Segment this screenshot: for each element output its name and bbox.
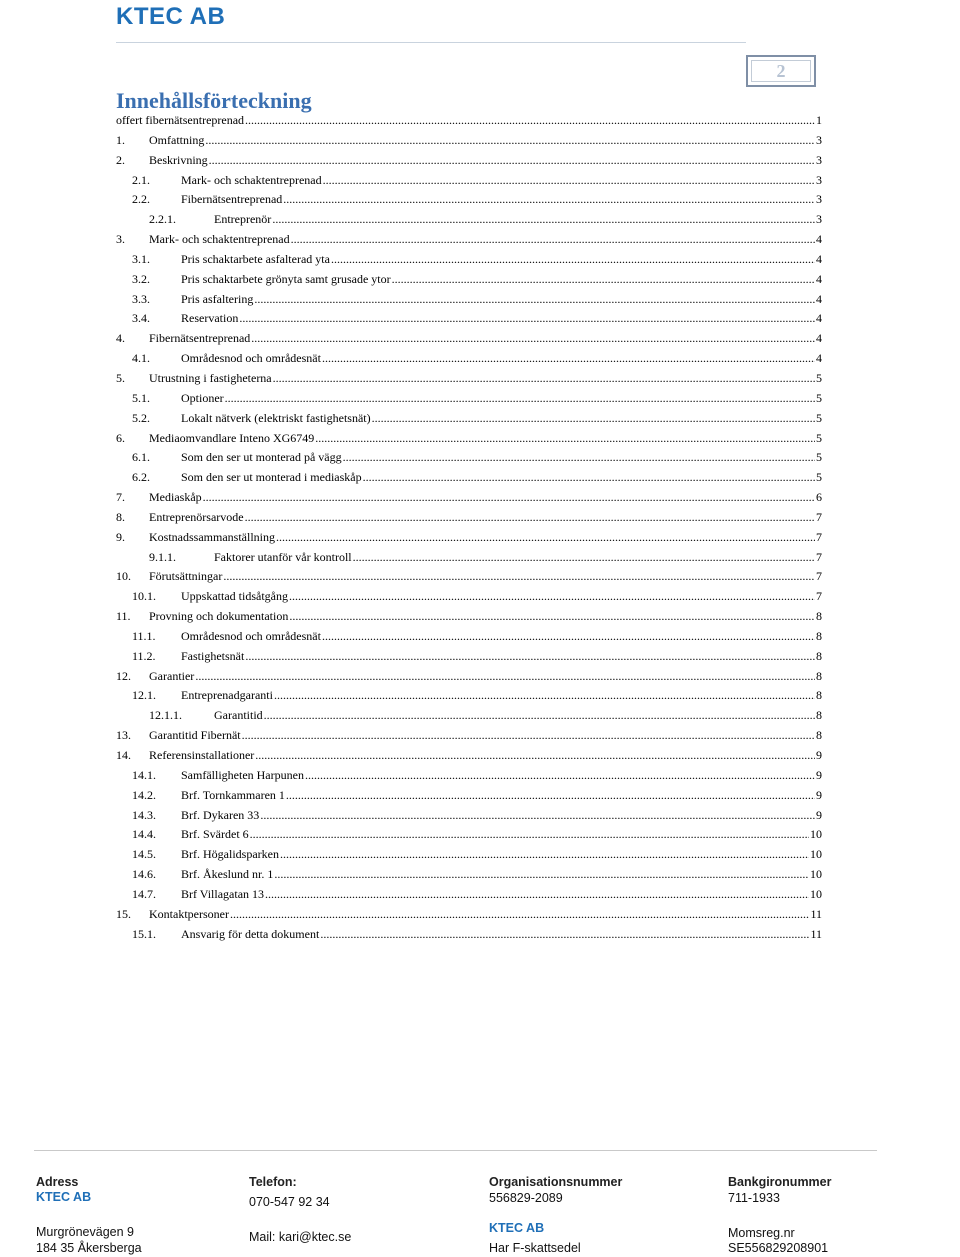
toc-entry-number: 6.2. — [132, 470, 150, 485]
toc-dot-leader — [250, 827, 809, 842]
toc-entry-number: 14. — [116, 748, 131, 762]
toc-entry[interactable] — [116, 649, 822, 669]
toc-entry-label: Fastighetsnät — [181, 648, 245, 663]
toc-dot-leader — [322, 351, 815, 366]
toc-entry-page: 5 — [816, 370, 822, 385]
toc-entry[interactable] — [116, 927, 822, 947]
toc-entry-label: Mark- och schaktentreprenad — [181, 172, 322, 187]
toc-entry-page: 7 — [816, 529, 822, 544]
toc-entry-page: 8 — [816, 708, 822, 723]
toc-entry[interactable] — [116, 530, 822, 550]
toc-entry-page: 3 — [816, 172, 822, 187]
toc-entry-label: Uppskattad tidsåtgång — [181, 589, 288, 604]
toc-entry-page: 3 — [816, 152, 822, 167]
toc-entry-label: Fibernätsentreprenad — [149, 331, 251, 346]
toc-entry-number: 12.1.1. — [149, 708, 182, 723]
toc-entry-page: 10 — [810, 827, 822, 842]
toc-entry-number: 3.1. — [132, 251, 150, 266]
toc-dot-leader — [289, 609, 815, 624]
toc-dot-leader — [245, 649, 815, 664]
toc-entry-page: 4 — [816, 311, 822, 326]
toc-entry[interactable] — [116, 867, 822, 887]
toc-entry-page: 5 — [816, 470, 822, 485]
toc-entry[interactable] — [116, 510, 822, 530]
toc-entry[interactable] — [116, 748, 822, 768]
toc-entry-label: Brf. Dykaren 33 — [181, 807, 260, 822]
toc-entry-label: Samfälligheten Harpunen — [181, 767, 304, 782]
toc-entry-label: Pris asfaltering — [181, 291, 254, 306]
toc-entry-label: Brf. Högalidsparken — [181, 847, 279, 862]
toc-entry-label: Faktorer utanför vår kontroll — [214, 549, 352, 564]
toc-dot-leader — [225, 391, 815, 406]
toc-entry-page: 9 — [816, 748, 822, 762]
toc-entry-label: Omfattning — [149, 132, 205, 147]
toc-entry-number: 14.5. — [132, 847, 156, 862]
toc-entry-label: Brf Villagatan 13 — [181, 886, 265, 901]
toc-entry[interactable] — [116, 272, 822, 292]
toc-entry-label: Garantier — [149, 668, 195, 683]
toc-entry-label: Kostnadssammanställning — [149, 529, 275, 544]
toc-entry-page: 7 — [816, 509, 822, 524]
toc-entry-number: 2.2. — [132, 192, 150, 207]
toc-entry-number: 6. — [116, 430, 125, 445]
toc-entry-page: 8 — [816, 688, 822, 703]
toc-entry[interactable] — [116, 212, 822, 232]
toc-entry-number: 14.2. — [132, 787, 156, 802]
toc-entry-page: 9 — [816, 787, 822, 802]
toc-entry-page: 8 — [816, 668, 822, 683]
toc-entry[interactable] — [116, 728, 822, 748]
toc-entry-number: 10.1. — [132, 589, 156, 604]
toc-entry-label: Områdesnod och områdesnät — [181, 628, 321, 643]
footer-phone-heading: Telefon: — [249, 1175, 297, 1189]
toc-entry-label: Optioner — [181, 390, 224, 405]
toc-entry-label: Pris schaktarbete grönyta samt grusade ytor — [181, 271, 391, 286]
toc-entry-page: 1 — [816, 113, 822, 127]
toc-entry-label: Mediaskåp — [149, 490, 202, 505]
toc-dot-leader — [289, 589, 815, 604]
toc-entry-label: Områdesnod och områdesnät — [181, 351, 321, 366]
toc-dot-leader — [272, 212, 815, 227]
toc-dot-leader — [245, 510, 815, 525]
toc-dot-leader — [283, 192, 815, 207]
toc-entry-page: 7 — [816, 569, 822, 584]
footer-org-number: 556829-2089 — [489, 1191, 563, 1205]
toc-dot-leader — [260, 808, 815, 823]
toc-title: Innehållsförteckning — [116, 88, 312, 113]
toc-entry-number: 8. — [116, 509, 125, 524]
toc-entry-number: 4. — [116, 331, 125, 346]
footer-bankgiro-heading: Bankgironummer — [728, 1175, 832, 1189]
toc-dot-leader — [274, 867, 809, 882]
toc-entry-number: 14.1. — [132, 767, 156, 782]
page-number-badge: 2 — [746, 55, 816, 87]
footer-vat-number: SE556829208901 — [728, 1241, 829, 1255]
toc-entry-page: 4 — [816, 232, 822, 247]
footer-bankgiro-number: 711-1933 — [728, 1191, 780, 1205]
toc-entry-number: 14.4. — [132, 827, 156, 842]
toc-dot-leader — [322, 629, 815, 644]
toc-entry-label: Brf. Åkeslund nr. 1 — [181, 867, 274, 882]
toc-entry-page: 8 — [816, 609, 822, 624]
footer-mail: Mail: kari@ktec.se — [249, 1230, 352, 1244]
toc-dot-leader — [274, 688, 815, 703]
toc-entry[interactable] — [116, 768, 822, 788]
toc-entry-page: 11 — [810, 906, 822, 921]
toc-entry-label: Som den ser ut monterad i mediaskåp — [181, 470, 362, 485]
toc-dot-leader — [254, 292, 815, 307]
toc-entry-number: 2.1. — [132, 172, 150, 187]
toc-entry-number: 6.1. — [132, 450, 150, 465]
toc-dot-leader — [245, 113, 815, 128]
toc-dot-leader — [343, 450, 815, 465]
toc-entry-page: 4 — [816, 271, 822, 286]
toc-entry-label: Utrustning i fastigheterna — [149, 370, 272, 385]
toc-entry-page: 6 — [816, 490, 822, 505]
toc-dot-leader — [331, 252, 815, 267]
toc-dot-leader — [195, 669, 815, 684]
toc-entry-page: 9 — [816, 807, 822, 822]
footer-address-heading: Adress — [36, 1175, 79, 1189]
toc-entry[interactable] — [116, 331, 822, 351]
toc-entry-page: 4 — [816, 291, 822, 306]
toc-dot-leader — [320, 927, 809, 942]
toc-dot-leader — [363, 470, 815, 485]
toc-entry-number: 14.3. — [132, 807, 156, 822]
toc-entry-label: Kontaktpersoner — [149, 906, 229, 921]
toc-entry-page: 8 — [816, 728, 822, 743]
toc-entry-label: Brf. Tornkammaren 1 — [181, 787, 285, 802]
toc-entry-number: 9.1.1. — [149, 549, 176, 564]
footer-phone-number: 070-547 92 34 — [249, 1195, 330, 1209]
toc-entry[interactable] — [116, 311, 822, 331]
toc-dot-leader — [265, 887, 809, 902]
toc-entry-page: 5 — [816, 450, 822, 465]
footer-vat-heading: Momsreg.nr — [728, 1226, 795, 1240]
toc-entry[interactable] — [116, 391, 822, 411]
toc-dot-leader — [276, 530, 815, 545]
toc-entry[interactable] — [116, 450, 822, 470]
toc-entry[interactable] — [116, 351, 822, 371]
toc-entry-number: 5.2. — [132, 410, 150, 425]
toc-entry-number: 11.2. — [132, 648, 156, 663]
toc-entry-number: 11. — [116, 609, 131, 624]
toc-entry-number: 12.1. — [132, 688, 156, 703]
toc-entry-number: 3. — [116, 232, 125, 247]
toc-dot-leader — [392, 272, 815, 287]
toc-entry-label: Provning och dokumentation — [149, 609, 289, 624]
toc-dot-leader — [251, 331, 815, 346]
toc-entry-page: 3 — [816, 192, 822, 207]
toc-dot-leader — [273, 371, 815, 386]
toc-entry-page: 7 — [816, 549, 822, 564]
footer-ftax: Har F-skattsedel — [489, 1241, 581, 1255]
toc-dot-leader — [230, 907, 809, 922]
toc-entry-page: 4 — [816, 351, 822, 366]
toc-entry[interactable] — [116, 153, 822, 173]
toc-entry-number: 11.1. — [132, 628, 156, 643]
toc-entry-label: Mark- och schaktentreprenad — [149, 232, 290, 247]
toc-entry-label: Mediaomvandlare Inteno XG6749 — [149, 430, 315, 445]
toc-entry-label: Garantitid — [214, 708, 263, 723]
toc-dot-leader — [205, 133, 815, 148]
toc-entry-label: Entreprenörsarvode — [149, 509, 244, 524]
toc-entry[interactable] — [116, 688, 822, 708]
toc-entry-number: 3.2. — [132, 271, 150, 286]
toc-dot-leader — [280, 847, 809, 862]
toc-entry[interactable] — [116, 232, 822, 252]
toc-entry-number: 4.1. — [132, 351, 150, 366]
toc-entry-page: 4 — [816, 251, 822, 266]
toc-entry[interactable] — [116, 173, 822, 193]
toc-entry[interactable] — [116, 907, 822, 927]
toc-entry-number: 2.2.1. — [149, 212, 176, 227]
toc-entry-number: 14.7. — [132, 886, 156, 901]
toc-entry[interactable] — [116, 569, 822, 589]
toc-entry-page: 3 — [816, 132, 822, 147]
toc-dot-leader — [305, 768, 815, 783]
toc-entry-page: 10 — [810, 867, 822, 882]
toc-entry-label: Referensinstallationer — [149, 748, 255, 762]
toc-entry[interactable] — [116, 431, 822, 451]
toc-dot-leader — [291, 232, 815, 247]
footer-address-company: KTEC AB — [36, 1190, 92, 1204]
toc-entry[interactable] — [116, 371, 822, 391]
toc-dot-leader — [315, 431, 815, 446]
toc-entry-label: Beskrivning — [149, 152, 208, 167]
toc-entry[interactable] — [116, 113, 822, 133]
toc-entry[interactable] — [116, 887, 822, 907]
toc-entry[interactable] — [116, 847, 822, 867]
toc-entry-page: 10 — [810, 886, 822, 901]
toc-entry[interactable] — [116, 470, 822, 490]
toc-entry-label: Entreprenadgaranti — [181, 688, 273, 703]
toc-entry-page: 5 — [816, 410, 822, 425]
toc-entry[interactable] — [116, 827, 822, 847]
toc-dot-leader — [372, 411, 815, 426]
toc-dot-leader — [353, 550, 815, 565]
footer-org-heading: Organisationsnummer — [489, 1175, 623, 1189]
toc-entry-label: Brf. Svärdet 6 — [181, 827, 249, 842]
toc-entry[interactable] — [116, 589, 822, 609]
toc-entry-number: 3.4. — [132, 311, 150, 326]
toc-entry-number: 12. — [116, 668, 131, 683]
toc-dot-leader — [255, 748, 815, 763]
header-divider — [116, 42, 746, 43]
toc-entry-label: offert fibernätsentreprenad — [116, 113, 245, 127]
toc-entry-number: 7. — [116, 490, 125, 505]
table-of-contents — [116, 113, 822, 946]
toc-entry[interactable] — [116, 490, 822, 510]
toc-entry[interactable] — [116, 788, 822, 808]
toc-entry-label: Fibernätsentreprenad — [181, 192, 283, 207]
toc-entry-label: Som den ser ut monterad på vägg — [181, 450, 342, 465]
toc-entry-page: 10 — [810, 847, 822, 862]
toc-entry-number: 5.1. — [132, 390, 150, 405]
toc-entry-page: 7 — [816, 589, 822, 604]
toc-dot-leader — [264, 708, 815, 723]
toc-dot-leader — [203, 490, 815, 505]
toc-entry-number: 1. — [116, 132, 125, 147]
toc-entry-number: 9. — [116, 529, 125, 544]
toc-entry-number: 14.6. — [132, 867, 156, 882]
footer-address-city: 184 35 Åkersberga — [36, 1241, 142, 1255]
toc-entry[interactable] — [116, 550, 822, 570]
toc-entry-number: 2. — [116, 152, 125, 167]
toc-entry[interactable] — [116, 133, 822, 153]
toc-entry[interactable] — [116, 629, 822, 649]
toc-dot-leader — [242, 728, 815, 743]
toc-entry-page: 11 — [810, 926, 822, 941]
toc-dot-leader — [223, 569, 815, 584]
toc-entry-number: 5. — [116, 370, 125, 385]
toc-entry-label: Förutsättningar — [149, 569, 223, 584]
company-logo-text: KTEC AB — [116, 3, 226, 30]
toc-entry-number: 10. — [116, 569, 131, 584]
toc-entry[interactable] — [116, 609, 822, 629]
toc-dot-leader — [323, 173, 815, 188]
toc-entry-label: Entreprenör — [214, 212, 272, 227]
toc-entry-number: 13. — [116, 728, 131, 743]
toc-entry[interactable] — [116, 252, 822, 272]
toc-dot-leader — [239, 311, 815, 326]
toc-entry[interactable] — [116, 292, 822, 312]
toc-entry-number: 15. — [116, 906, 131, 921]
toc-entry[interactable] — [116, 669, 822, 689]
toc-entry-label: Garantitid Fibernät — [149, 728, 241, 743]
footer-divider — [34, 1150, 877, 1151]
toc-entry-label: Reservation — [181, 311, 239, 326]
toc-entry-label: Ansvarig för detta dokument — [181, 926, 320, 941]
toc-entry-page: 3 — [816, 212, 822, 227]
toc-entry-page: 8 — [816, 648, 822, 663]
toc-entry-page: 9 — [816, 767, 822, 782]
toc-entry-page: 4 — [816, 331, 822, 346]
toc-dot-leader — [286, 788, 815, 803]
toc-entry-page: 5 — [816, 430, 822, 445]
toc-entry-page: 8 — [816, 628, 822, 643]
toc-entry-page: 5 — [816, 390, 822, 405]
toc-entry-label: Lokalt nätverk (elektriskt fastighetsnät) — [181, 410, 371, 425]
toc-dot-leader — [209, 153, 815, 168]
toc-entry[interactable] — [116, 411, 822, 431]
toc-entry-number: 3.3. — [132, 291, 150, 306]
toc-entry-label: Pris schaktarbete asfalterad yta — [181, 251, 330, 266]
footer — [0, 1172, 960, 1257]
toc-entry[interactable] — [116, 192, 822, 212]
footer-address-street: Murgrönevägen 9 — [36, 1225, 134, 1239]
footer-org-company: KTEC AB — [489, 1221, 545, 1235]
toc-entry[interactable] — [116, 708, 822, 728]
toc-entry[interactable] — [116, 808, 822, 828]
toc-entry-number: 15.1. — [132, 926, 156, 941]
